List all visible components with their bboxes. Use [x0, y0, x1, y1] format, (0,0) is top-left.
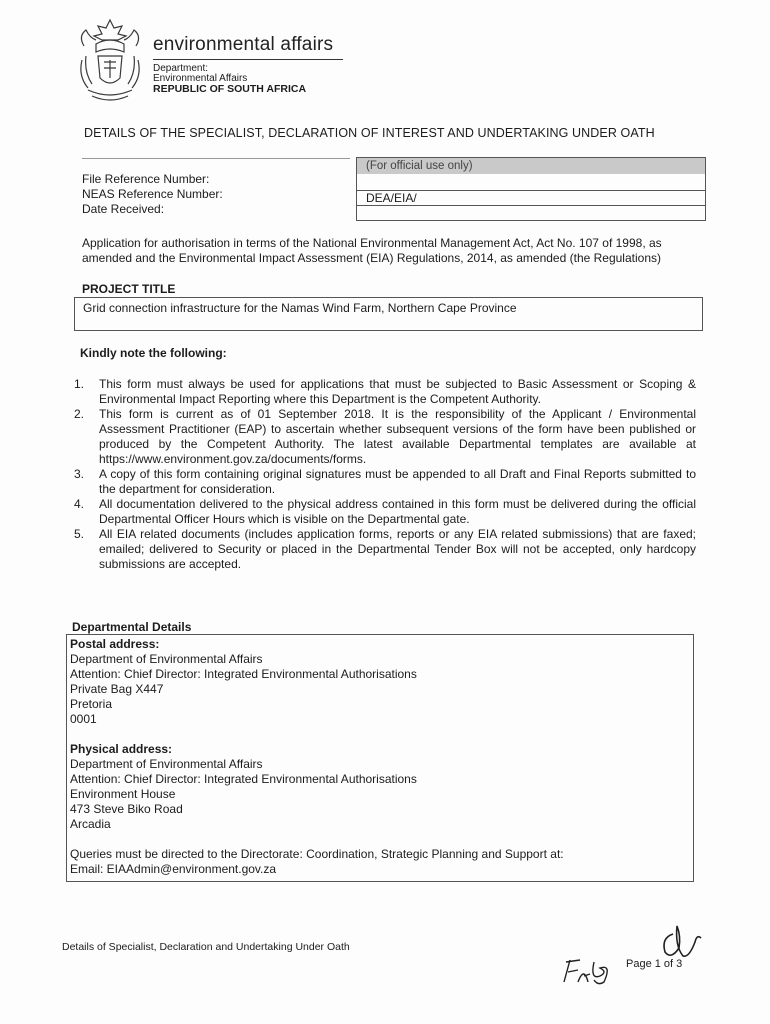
postal-address-label: Postal address: — [70, 637, 160, 651]
physical-line: Department of Environmental Affairs — [70, 757, 263, 771]
application-statement: Application for authorisation in terms of the National Environmental Management Act, Act No. 107 of 1998, as amended and the Environmental Impact Assessment (EIA) Regulations, 2014, as amended (the Regulations) — [82, 236, 662, 265]
file-reference-label: File Reference Number: — [82, 172, 210, 186]
department-name: Environmental Affairs — [153, 73, 248, 84]
file-reference-field — [357, 174, 705, 191]
physical-line: 473 Steve Biko Road — [70, 802, 183, 816]
document-title: DETAILS OF THE SPECIALIST, DECLARATION OF INTEREST AND UNDERTAKING UNDER OATH — [84, 126, 655, 140]
neas-reference-label: NEAS Reference Number: — [82, 187, 223, 201]
signature-initials — [655, 912, 707, 962]
postal-line: Pretoria — [70, 697, 113, 711]
physical-address-label: Physical address: — [70, 742, 173, 756]
brand-divider — [153, 59, 343, 60]
email-link[interactable]: Email: EIAAdmin@environment.gov.za — [70, 862, 277, 876]
neas-reference-field: DEA/EIA/ — [357, 190, 705, 206]
reference-divider — [82, 158, 350, 159]
list-item: 4. All documentation delivered to the physical address contained in this form must be delivered during the official Departmental Officer Hours which is visible on the Departmental gate. — [74, 497, 696, 526]
official-use-header: (For official use only) — [357, 158, 705, 174]
postal-line: 0001 — [70, 712, 97, 726]
physical-line: Arcadia — [70, 817, 111, 831]
brand-name: environmental affairs — [153, 34, 334, 55]
departmental-details-heading: Departmental Details — [72, 620, 192, 634]
postal-line: Private Bag X447 — [70, 682, 164, 696]
postal-line: Department of Environmental Affairs — [70, 652, 263, 666]
page-number: Page 1 of 3 — [626, 958, 683, 970]
date-received-label: Date Received: — [82, 202, 165, 216]
physical-line: Attention: Chief Director: Integrated Environmental Authorisations — [70, 772, 417, 786]
departmental-details-box — [66, 634, 694, 882]
list-item: 5. All EIA related documents (includes application forms, reports or any EIA related submissions) that are faxed; emailed; delivered to Security or placed in the Departmental Tender Box will not be accepted, only hardcopy submissions are accepted. — [74, 527, 696, 571]
department-label: Department: — [153, 63, 209, 74]
project-title-label: PROJECT TITLE — [82, 282, 176, 296]
kindly-note-heading: Kindly note the following: — [80, 346, 227, 360]
physical-line: Environment House — [70, 787, 176, 801]
notes-list — [74, 377, 696, 572]
official-use-box — [356, 157, 706, 221]
list-item: 1. This form must always be used for applications that must be subjected to Basic Assessment or Scoping & Environmental Impact Reporting where this Department is the Competent Authority. — [74, 377, 696, 406]
list-item: 3. A copy of this form containing original signatures must be appended to all Draft and Final Reports submitted to the department for consideration. — [74, 467, 696, 496]
country-name: REPUBLIC OF SOUTH AFRICA — [153, 83, 307, 95]
signature-initials-2 — [560, 952, 620, 990]
postal-line: Attention: Chief Director: Integrated Environmental Authorisations — [70, 667, 417, 681]
list-item: 2. This form is current as of 01 September 2018. It is the responsibility of the Applicant / Environmental Assessment Practitioner (EAP) to ascertain whether subsequent versions of the form have been published or produced by the Competent Authority. The latest available Departmental templates are available at https://www.environment.gov.za/documents/forms. — [74, 407, 696, 466]
queries-text: Queries must be directed to the Directorate: Coordination, Strategic Planning and Support at: — [70, 847, 564, 861]
project-title-value: Grid connection infrastructure for the Namas Wind Farm, Northern Cape Province — [83, 301, 517, 315]
project-title-box — [74, 297, 703, 331]
coat-of-arms-logo — [74, 16, 146, 104]
footer-text: Details of Specialist, Declaration and Undertaking Under Oath — [62, 941, 350, 953]
reference-labels — [82, 172, 223, 217]
